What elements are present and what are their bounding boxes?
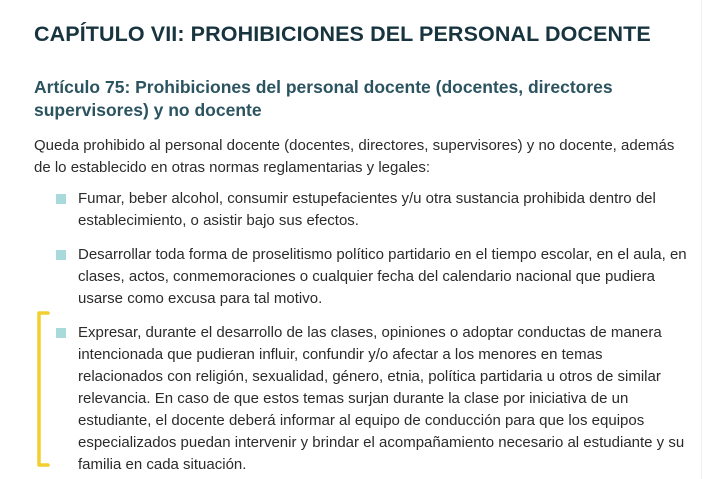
square-bullet-icon [56,194,66,204]
square-bullet-icon [56,250,66,260]
chapter-title: CAPÍTULO VII: PROHIBICIONES DEL PERSONAL DOCENTE [34,22,651,46]
square-bullet-icon [56,328,66,338]
yellow-bracket-icon [34,310,50,468]
article-title: Artículo 75: Prohibiciones del personal docente (docentes, directores supervisores) y no docente [34,77,613,120]
intro-paragraph: Queda prohibido al personal docente (docentes, directores, supervisores) y no docente, además de lo establecido en otras normas reglamentarias y legales: [34,137,675,176]
list-item-text: Desarrollar toda forma de proselitismo político partidario en el tiempo escolar, en el aula, en clases, actos, conmemoraciones o cualquier fecha del calendario nacional que pudiera usarse como excusa para tal motivo. [78,246,687,307]
list-item-text: Expresar, durante el desarrollo de las clases, opiniones o adoptar conductas de manera intencionada que pudieran influir, confundir y/o afectar a los menores en temas relacionados con religión, sexualidad, género, etnia, política partidaria u otros de similar relevancia. En caso de que estos temas surjan durante la clase por iniciativa de un estudiante, el docente deberá informar al equipo de conducción para que los equipos especializados puedan intervenir y brindar el acompañamiento necesario al estudiante y su familia en cada situación. [78,324,685,473]
page-edge-divider [701,0,702,479]
list-item-text: Fumar, beber alcohol, consumir estupefacientes y/u otra sustancia prohibida dentro del establecimiento, o asistir bajo sus efectos. [78,190,656,229]
